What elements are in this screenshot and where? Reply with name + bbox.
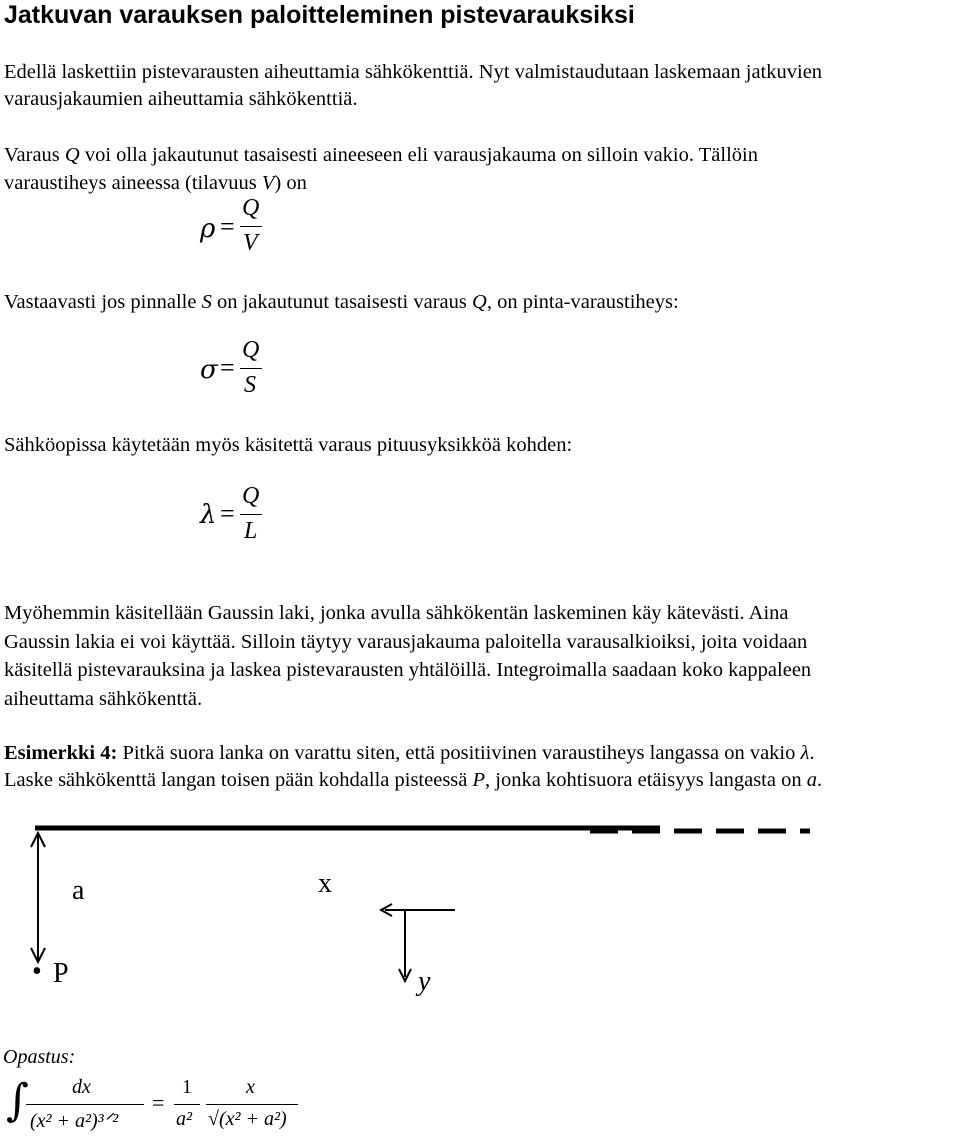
eq-sigma-lhs: σ: [200, 355, 218, 385]
hint-r2-fraction-bar: [206, 1104, 298, 1105]
diagram-label-a: a: [72, 875, 85, 906]
eq-lambda-numerator: Q: [242, 483, 260, 509]
eq-sigma-denominator: S: [244, 372, 256, 398]
eq-lambda-denominator: L: [244, 518, 258, 544]
hint-r2-denominator: √(x² + a²): [208, 1108, 287, 1130]
hint-lhs-denominator: (x² + a²)³ᐟ²: [30, 1110, 119, 1132]
eq-lambda-fraction-bar: [240, 514, 262, 515]
hint-lhs-numerator: dx: [72, 1076, 91, 1098]
intro-line-2: varausjakaumien aiheuttamia sähkökenttiä.: [4, 88, 358, 110]
eq-rho-numerator: Q: [242, 195, 260, 221]
volume-line-1: Varaus Q voi olla jakautunut tasaisesti aineeseen eli varausjakauma on silloin vakio. Tällöin: [4, 144, 758, 166]
gauss-line-4: aiheuttama sähkökenttä.: [4, 688, 203, 710]
hint-label: Opastus:: [3, 1046, 76, 1068]
gauss-line-1: Myöhemmin käsitellään Gaussin laki, jonka avulla sähkökentän laskeminen käy kätevästi. Aina: [4, 602, 789, 624]
example-line-2: Laske sähkökenttä langan toisen pään kohdalla pisteessä P, jonka kohtisuora etäisyys langasta on a.: [4, 769, 823, 791]
eq-rho-equals: =: [220, 212, 235, 241]
surface-line: Vastaavasti jos pinnalle S on jakautunut tasaisesti varaus Q, on pinta-varaustiheys:: [4, 291, 679, 313]
eq-lambda-equals: =: [220, 499, 235, 528]
example-line-1: Esimerkki 4: Pitkä suora lanka on varattu siten, että positiivinen varaustiheys langassa on vakio λ.: [4, 742, 815, 764]
page-title: Jatkuvan varauksen paloitteleminen pistevarauksiksi: [4, 1, 635, 29]
diagram-label-y: y: [418, 966, 431, 997]
eq-rho-fraction-bar: [240, 226, 262, 227]
line-charge-text: Sähköopissa käytetään myös käsitettä varaus pituusyksikköä kohden:: [4, 434, 573, 456]
eq-sigma-numerator: Q: [242, 337, 260, 363]
hint-r2-numerator: x: [246, 1076, 255, 1098]
example-label: Esimerkki 4:: [4, 742, 118, 764]
eq-sigma-equals: =: [220, 353, 235, 382]
diagram-label-x: x: [318, 868, 332, 899]
point-p-dot: •: [32, 956, 42, 987]
hint-r1-fraction-bar: [174, 1104, 200, 1105]
volume-line-2: varaustiheys aineessa (tilavuus V) on: [4, 172, 307, 194]
hint-r1-denominator: a²: [176, 1108, 192, 1130]
eq-rho-denominator: V: [243, 230, 258, 256]
intro-line-1: Edellä laskettiin pistevarausten aiheuttamia sähkökenttiä. Nyt valmistaudutaan laskemaan jatkuvien: [4, 61, 823, 83]
hint-lhs-fraction-bar: [26, 1104, 144, 1105]
wire-diagram: [0, 815, 960, 1025]
hint-equals: =: [152, 1090, 165, 1115]
eq-rho-lhs: ρ: [200, 214, 216, 244]
gauss-line-3: käsitellä pistevarauksina ja laskea pistevarausten yhtälöillä. Integroimalla saadaan koko kappaleen: [4, 659, 812, 681]
hint-r1-numerator: 1: [182, 1076, 192, 1098]
integral-sign: ∫: [6, 1075, 29, 1126]
gauss-line-2: Gaussin lakia ei voi käyttää. Silloin täytyy varausjakauma paloitella varausalkioiksi, joita voidaan: [4, 631, 808, 653]
diagram-label-p: P: [53, 958, 69, 989]
eq-sigma-fraction-bar: [240, 368, 262, 369]
eq-lambda-lhs: λ: [200, 500, 217, 530]
